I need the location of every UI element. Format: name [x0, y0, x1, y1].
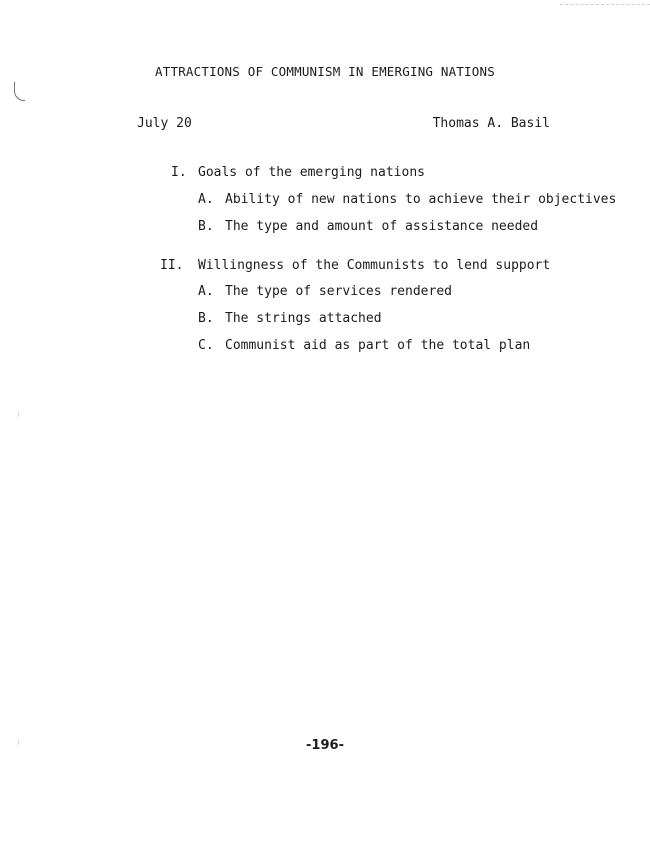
outline-item-text: The type and amount of assistance needed — [225, 219, 539, 234]
outline-item — [198, 284, 452, 299]
outline-letter: B. — [198, 311, 214, 326]
outline-letter: A. — [198, 192, 214, 207]
outline-letter: A. — [198, 284, 214, 299]
outline-item — [198, 311, 382, 326]
outline-item-text: Ability of new nations to achieve their objectives — [225, 192, 617, 207]
page-number: -196- — [306, 738, 344, 753]
outline-section-1 — [171, 165, 425, 180]
document-author: Thomas A. Basil — [432, 116, 550, 131]
outline-item-text: The strings attached — [225, 311, 382, 326]
outline-heading: Goals of the emerging nations — [198, 165, 425, 180]
outline-item-text: The type of services rendered — [225, 284, 452, 299]
outline-section-2 — [160, 258, 550, 273]
outline-heading: Willingness of the Communists to lend support — [198, 258, 551, 273]
document-date: July 20 — [137, 116, 192, 131]
outline-item — [198, 192, 616, 207]
outline-letter: C. — [198, 338, 214, 353]
outline-item — [198, 338, 530, 353]
outline-item — [198, 219, 538, 234]
outline-letter: B. — [198, 219, 214, 234]
document-title: ATTRACTIONS OF COMMUNISM IN EMERGING NATIONS — [155, 64, 495, 79]
outline-numeral: I. — [171, 165, 187, 180]
outline-item-text: Communist aid as part of the total plan — [225, 338, 531, 353]
outline-numeral: II. — [160, 258, 184, 273]
